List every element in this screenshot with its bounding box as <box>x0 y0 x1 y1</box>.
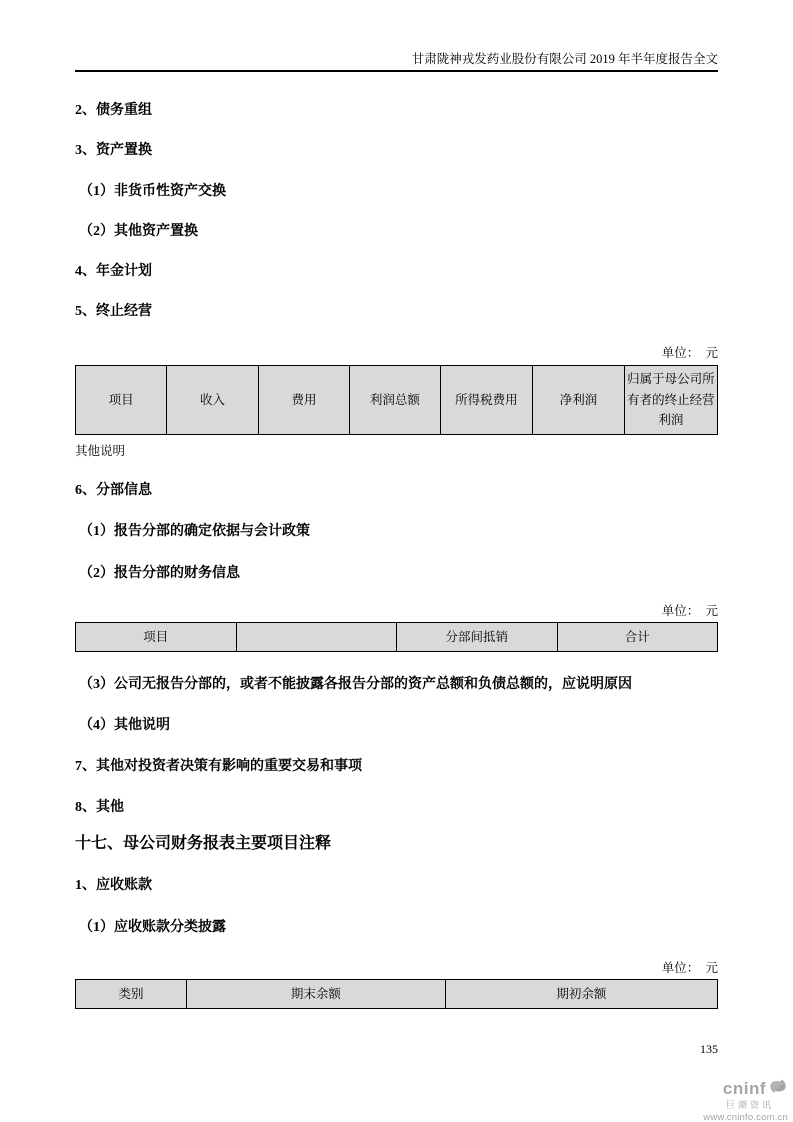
heading-segment-other-notes: （4）其他说明 <box>79 718 170 733</box>
table-header-row <box>76 623 718 652</box>
table-header-row <box>76 366 718 435</box>
heading-other-important-transactions: 7、其他对投资者决策有影响的重要交易和事项 <box>75 759 362 774</box>
heading-other: 8、其他 <box>75 800 124 815</box>
unit-label-receivables-table: 单位： 元 <box>661 961 718 975</box>
col-header-income-tax: 所得税费用 <box>440 366 532 435</box>
cninfo-logo <box>702 1077 788 1122</box>
header-divider <box>75 70 718 72</box>
heading-other-asset-swap: （2）其他资产置换 <box>79 224 198 239</box>
unit-label-segment-table: 单位： 元 <box>661 604 718 618</box>
page-header-title: 甘肃陇神戎发药业股份有限公司 2019 年半年度报告全文 <box>411 52 718 66</box>
col-header-parent-termination-profit: 归属于母公司所有者的终止经营利润 <box>624 366 717 435</box>
logo-brand-text: cninf <box>722 1078 766 1098</box>
heading-segment-basis-policy: （1）报告分部的确定依据与会计政策 <box>79 524 310 539</box>
segment-table <box>75 622 718 652</box>
col-header-closing-balance: 期末余额 <box>187 980 446 1009</box>
col-header-expense: 费用 <box>258 366 349 435</box>
logo-chinese-name: 巨潮资讯 <box>725 1100 774 1110</box>
logo-brand-row <box>702 1077 788 1099</box>
page-number: 135 <box>700 1042 718 1056</box>
heading-nonmonetary-asset-exchange: （1）非货币性资产交换 <box>79 184 226 199</box>
swirl-icon <box>768 1077 788 1099</box>
col-header-blank <box>236 623 397 652</box>
heading-debt-restructuring: 2、债务重组 <box>75 103 152 118</box>
col-header-category: 类别 <box>76 980 187 1009</box>
col-header-total: 合计 <box>557 623 718 652</box>
heading-ar-classification-disclosure: （1）应收账款分类披露 <box>79 920 226 935</box>
heading-accounts-receivable: 1、应收账款 <box>75 878 152 893</box>
col-header-total-profit: 利润总额 <box>350 366 441 435</box>
col-header-item: 项目 <box>76 366 167 435</box>
col-header-opening-balance: 期初余额 <box>445 980 717 1009</box>
heading-segment-financial-info: （2）报告分部的财务信息 <box>79 566 240 581</box>
heading-annuity-plan: 4、年金计划 <box>75 264 152 279</box>
unit-label-termination-table: 单位： 元 <box>661 346 718 360</box>
heading-no-segment-reason: （3）公司无报告分部的，或者不能披露各报告分部的资产总额和负债总额的，应说明原因 <box>79 677 632 692</box>
col-header-item: 项目 <box>76 623 237 652</box>
col-header-income: 收入 <box>167 366 259 435</box>
chapter-heading-parent-company-notes: 十七、母公司财务报表主要项目注释 <box>75 835 332 852</box>
col-header-net-profit: 净利润 <box>533 366 625 435</box>
heading-asset-swap: 3、资产置换 <box>75 143 152 158</box>
note-other-description: 其他说明 <box>75 444 126 458</box>
termination-operations-table <box>75 365 718 435</box>
receivables-table <box>75 979 718 1009</box>
table-header-row <box>76 980 718 1009</box>
heading-discontinued-operations: 5、终止经营 <box>75 304 152 319</box>
heading-segment-info: 6、分部信息 <box>75 483 152 498</box>
col-header-intersegment-elimination: 分部间抵销 <box>397 623 558 652</box>
logo-url: www.cninfo.com.cn <box>703 1112 788 1122</box>
